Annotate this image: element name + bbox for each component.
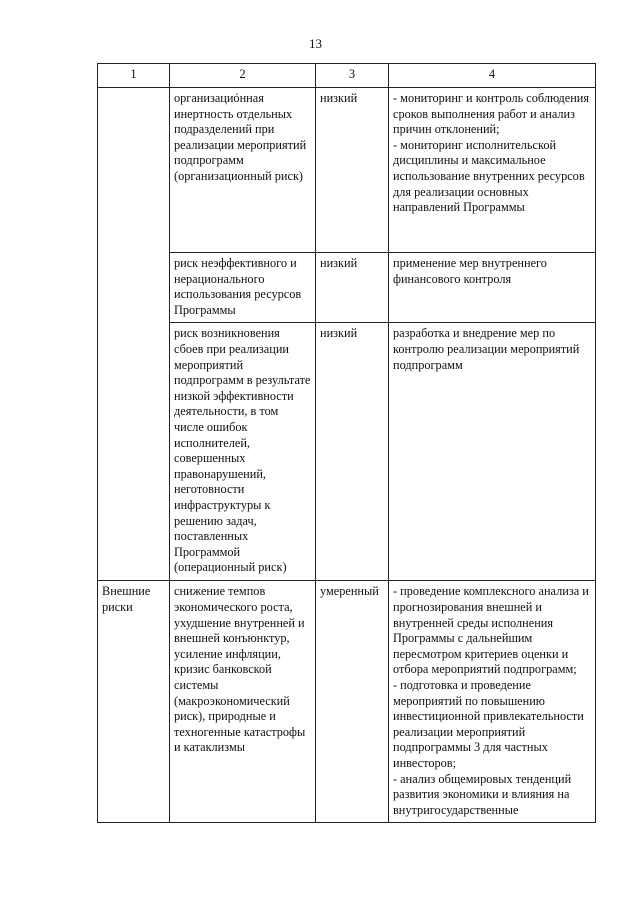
table-row [98,581,596,823]
risk-measures-cell [389,581,596,823]
risk-measures-cell [389,323,596,581]
risk-description-text: снижение темпов экономического роста, ухудшение внутренней и внешней конъюнктур, усиление инфляции, кризис банковской системы (макроэкономический риск), природные и техногенные катастрофы и катаклизмы [174,584,306,755]
column-header-1: 1 [98,64,170,88]
risk-description-cell [170,323,316,581]
risk-level-text: низкий [320,91,358,105]
risk-level-cell [316,581,389,823]
table-header-row [98,64,596,88]
risk-level-cell [316,323,389,581]
table-row [98,323,596,581]
column-header-4: 4 [389,64,596,88]
risk-measures-text: разработка и внедрение мер по контролю реализации мероприятий подпрограмм [393,326,580,372]
table-row [98,88,596,253]
risk-measures-cell [389,88,596,253]
risk-description-cell [170,88,316,253]
risk-table [97,63,596,823]
risk-description-cell [170,253,316,323]
risk-measures-text: - проведение комплексного анализа и прогнозирования внешней и внутренней среды исполнения Программы с дальнейшим пересмотром критериев оценки и отбора мероприятий подпрограмм; - подготовка и проведение мероприятий по повышению инвестиционной привлекательности реализации мероприятий подпрограммы 3 для частных инвесторов; - анализ общемировых тенденций развития экономики и влияния на внутригосударственные [393,584,589,817]
risk-category-cell [98,581,170,823]
risk-category-text: Внешние риски [102,584,151,614]
risk-level-text: низкий [320,326,358,341]
column-header-2: 2 [170,64,316,88]
column-header-3: 3 [316,64,389,88]
risk-measures-text: применение мер внутреннего финансового контроля [393,256,547,286]
risk-category-cell [98,88,170,581]
risk-measures-text: - мониторинг и контроль соблюдения сроков выполнения работ и анализ причин отклонений; - мониторинг исполнительской дисциплины и максимальное использование внутренних ресурсов для реализации основных направлений Программы [393,91,590,215]
risk-level-text: умеренный [320,584,379,599]
risk-level-text: низкий [320,256,358,270]
risk-description-text: риск возникновения сбоев при реализации мероприятий подпрограмм в результате низкой эффективности деятельности, в том числе ошибок исполнителей, совершенных правонарушений, неготовности инфраструктуры к решению задач, поставленных Программой (операционный риск) [174,326,311,575]
table-row [98,253,596,323]
risk-level-cell [316,253,389,323]
risk-description-text: организациóнная инертность отдельных подразделений при реализации мероприятий подпрограмм (организационный риск) [174,91,307,183]
risk-measures-cell [389,253,596,323]
page-number: 13 [309,36,322,51]
risk-description-cell [170,581,316,823]
risk-level-cell [316,88,389,253]
risk-description-text: риск неэффективного и нерационального использования ресурсов Программы [174,256,302,317]
